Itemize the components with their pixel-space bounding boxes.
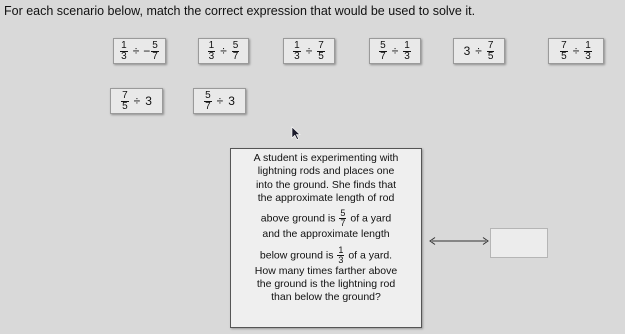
fraction: $\frac{5}{7}$ — [205, 89, 211, 112]
fraction: $\frac{1}{3}$ — [404, 39, 410, 62]
fraction: $\frac{1}{3}$ — [338, 244, 344, 265]
fraction: $\frac{1}{3}$ — [294, 39, 300, 62]
negative-sign: − — [143, 44, 151, 58]
double-arrow-icon — [429, 236, 489, 246]
fraction: $\frac{7}{5}$ — [561, 39, 567, 62]
instruction-text: For each scenario below, match the correct expression that would be used to solve it. — [4, 4, 476, 18]
fraction: $\frac{7}{5}$ — [318, 39, 324, 62]
expression-tile-5[interactable] — [453, 38, 505, 64]
division-sign: ÷ — [132, 44, 140, 58]
whole-number: 3 — [145, 94, 152, 108]
scenario-line: A student is experimenting with — [253, 152, 399, 164]
division-sign: ÷ — [216, 94, 224, 108]
scenario-line: into the ground. She finds that — [255, 178, 397, 191]
expression-tile-1[interactable] — [113, 38, 166, 64]
scenario-line: How many times farther above — [254, 264, 398, 277]
scenario-line: below ground is $\frac{1}{3}$ of a yard. — [259, 244, 393, 265]
division-sign: ÷ — [391, 44, 399, 58]
division-sign: ÷ — [305, 44, 313, 58]
scenario-line: and the approximate length — [262, 228, 390, 241]
fraction: $\frac{5}{7}$ — [340, 208, 346, 229]
scenario-line: the approximate length of rod — [257, 191, 395, 204]
scenario-line: above ground is $\frac{5}{7}$ of a yard — [260, 208, 392, 229]
fraction: $\frac{5}{7}$ — [232, 39, 239, 62]
division-sign: ÷ — [133, 94, 141, 108]
scenario-line: lightning rods and places one — [257, 165, 395, 178]
division-sign: ÷ — [572, 44, 580, 58]
whole-number: 3 — [228, 94, 235, 108]
scenario-line: the ground is the lightning rod — [256, 277, 396, 290]
fraction: $\frac{1}{3}$ — [208, 39, 215, 62]
expression-tile-7[interactable] — [110, 88, 163, 114]
scenario-card[interactable] — [230, 148, 422, 328]
fraction: $\frac{7}{5}$ — [487, 39, 494, 62]
expression-tile-2[interactable] — [198, 38, 249, 64]
fraction: $\frac{1}{3}$ — [585, 39, 591, 62]
scenario-line: than below the ground? — [271, 291, 381, 304]
expression-tile-4[interactable] — [369, 38, 421, 64]
expression-tile-8[interactable] — [193, 88, 246, 114]
division-sign: ÷ — [220, 44, 227, 58]
fraction: $\frac{5}{7}$ — [380, 39, 386, 62]
expression-tile-3[interactable] — [283, 38, 335, 64]
expression-tile-6[interactable] — [548, 38, 604, 64]
fraction: $\frac{5}{7}$ — [152, 39, 158, 62]
fraction: $\frac{7}{5}$ — [122, 89, 128, 112]
fraction: $\frac{1}{3}$ — [121, 39, 127, 62]
whole-number: 3 — [463, 44, 471, 58]
mouse-pointer-icon — [291, 126, 301, 140]
answer-drop-zone[interactable] — [490, 228, 548, 258]
division-sign: ÷ — [475, 44, 482, 58]
